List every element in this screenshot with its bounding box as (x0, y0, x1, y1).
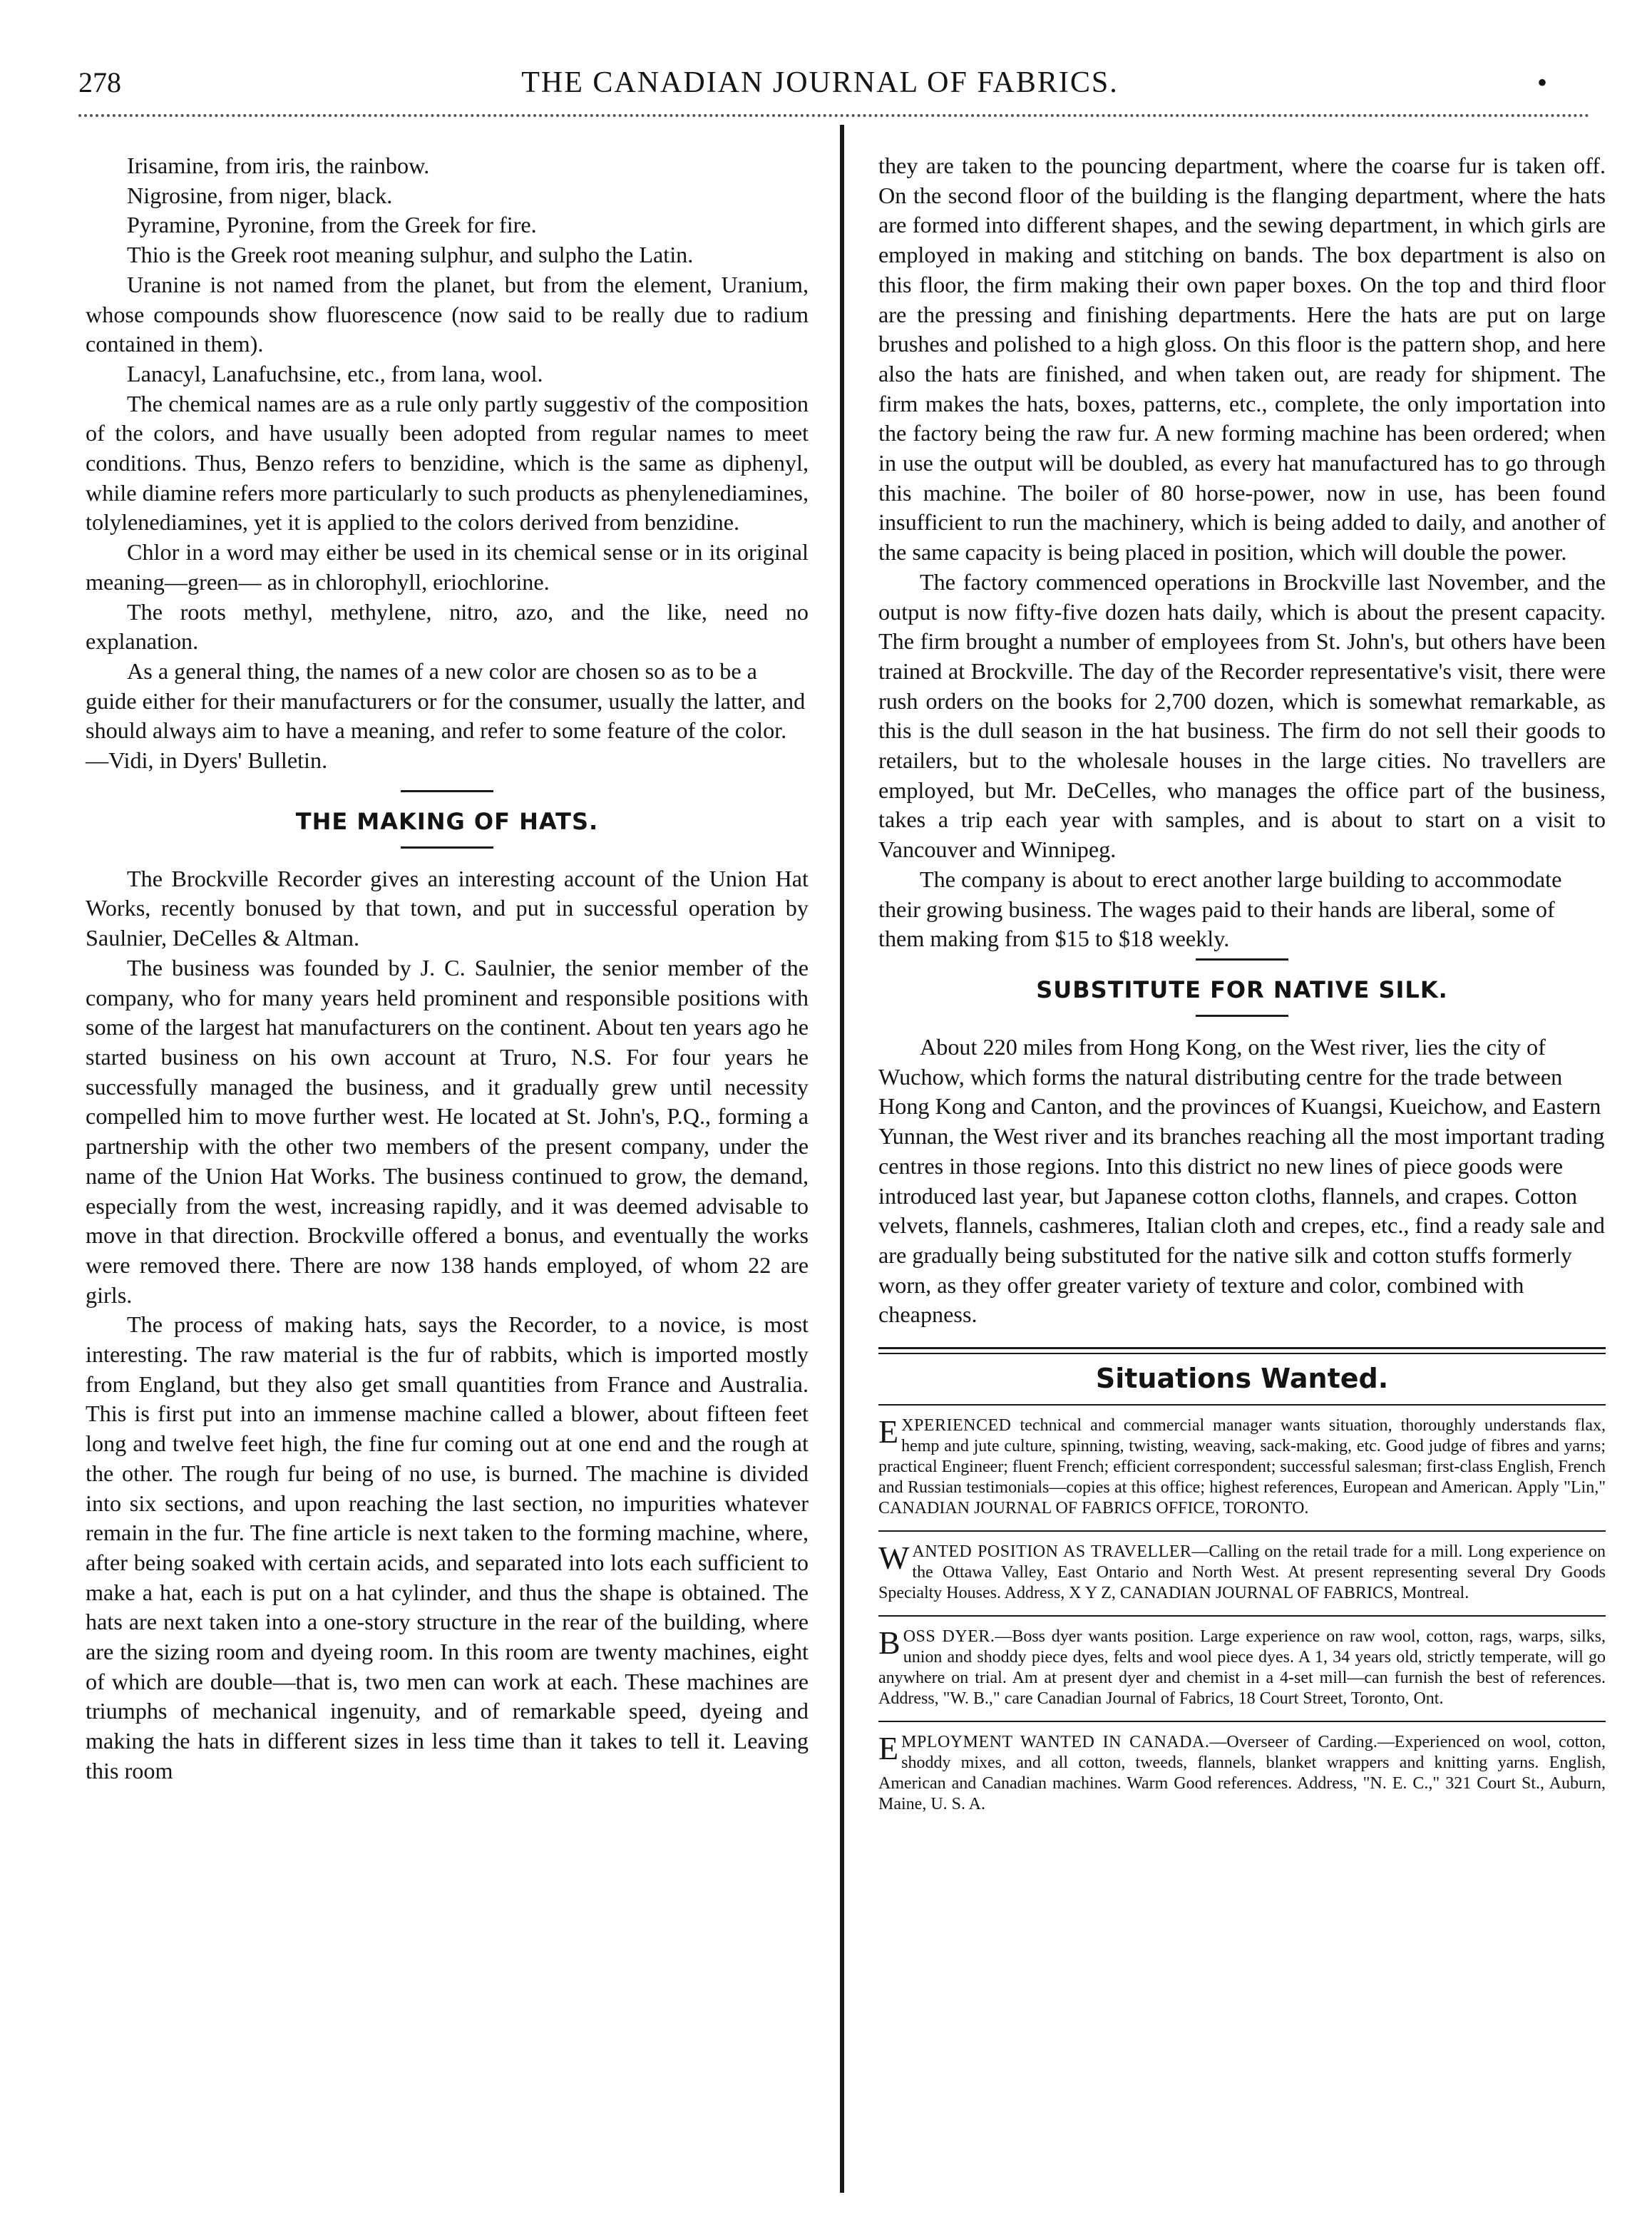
section-rule (401, 790, 493, 792)
page-header (78, 66, 1561, 108)
section-title-native-silk: SUBSTITUTE FOR NATIVE SILK. (1036, 976, 1448, 1003)
paragraph: The roots methyl, methylene, nitro, azo, and the like, need no explanation. (86, 598, 809, 655)
ad-lead: MPLOYMENT WANTED IN CANADA. (901, 1733, 1210, 1752)
header-rule (78, 114, 1590, 117)
paragraph: As a general thing, the names of a new color are chosen so as to be a guide either for their manufacturers or for the consumer, usually the latter, and should always aim to have a meaning, and refer to some feature of the color.—Vidi, in Dyers' Bulletin. (86, 657, 806, 774)
paragraph: About 220 miles from Hong Kong, on the West river, lies the city of Wuchow, which forms the natural distributing centre for the trade between Hong Kong and Canton, and the provinces of Kuangsi, Kueichow, and Eastern Yunnan, the West river and its branches reaching all the most important trading centres in those regions. Into this district no new lines of piece goods were introduced last year, but Japanese cotton cloths, flannels, and crapes. Cotton velvets, flannels, cashmeres, Italian cloth and crepes, etc., find a ready sale and are gradually being substituted for the native silk and cotton stuffs formerly worn, as they offer greater variety of texture and color, combined with cheapness. (878, 1033, 1605, 1328)
section-rule (1196, 958, 1288, 961)
ad-text: —Overseer of Carding.—Experienced on wool, cotton, shoddy mixes, and all cotton, tweeds, flannels, blanket wrappers and knitting yarns. English, American and Canadian machines. Warm Good references. Address, "N. E. C.," 321 Court St., Auburn, Maine, U. S. A. (878, 1733, 1606, 1814)
paragraph: The business was founded by J. C. Saulnier, the senior member of the company, who for many years held prominent and responsible positions with some of the largest hat manufacturers on the continent. About ten years ago he started business on his own account at Truro, N.S. For four years he successfully managed the business, and it gradually grew until necessity compelled him to move further west. He located at St. John's, P.Q., forming a partnership with the other two members of the present company, under the name of the Union Hat Works. The business continued to grow, the demand, especially from the west, increasing rapidly, and it was deemed advisable to move in that direction. Brockville offered a bonus, and eventually the works were removed there. There are now 138 hands employed, of whom 22 are girls. (86, 954, 809, 1308)
ad-dropcap: E (878, 1730, 899, 1767)
ad-boss-dyer (878, 1624, 1606, 1709)
ad-experienced-manager (878, 1413, 1606, 1519)
paragraph: Uranine is not named from the planet, but from the element, Uranium, whose compounds show fluorescence (now said to be really due to radium contained in them). (86, 271, 809, 357)
paragraph: they are taken to the pouncing department, where the coarse fur is taken off. On the second floor of the building is the flanging department, where the hats are formed into different shapes, and the sewing department, in which girls are employed in making and stitching on bands. The box department is also on this floor, the firm making their own paper boxes. On the top and third floor are the pressing and finishing departments. Here the hats are put on large brushes and polished to a high gloss. On this floor is the pattern shop, and here also the hats are finished, and when taken out, are ready for shipment. The firm makes the hats, boxes, patterns, etc., complete, the only importation into the factory being the raw fur. A new forming machine has been ordered; when in use the output will be doubled, as every hat manufactured has to go through this machine. The boiler of 80 horse-power, now in use, has been found insufficient to run the machinery, which is being added to daily, and another of the same capacity is being placed in position, which will double the power. (878, 153, 1606, 565)
paragraph: Irisamine, from iris, the rainbow. (127, 153, 430, 178)
ads-rule (878, 1347, 1606, 1354)
section-rule (401, 846, 493, 849)
ad-text: technical and commercial manager wants situation, thoroughly understands flax, hemp and jute culture, spinning, twisting, weaving, sack-making, etc. Good judge of fibres and yarns; practical Engineer; fluent French; efficient correspondent; successful salesman; first-class English, French and Russian testimonials—copies at this office; highest references, European and American. Apply "Lin," CANADIAN JOURNAL OF FABRICS OFFICE, TORONTO. (878, 1416, 1606, 1518)
ad-lead: XPERIENCED (901, 1416, 1012, 1435)
ad-dropcap: B (878, 1624, 901, 1662)
paragraph: Thio is the Greek root meaning sulphur, and sulpho the Latin. (127, 242, 694, 268)
ad-employment-wanted (878, 1732, 1606, 1815)
journal-title: THE CANADIAN JOURNAL OF FABRICS. (521, 66, 1119, 99)
ad-rule (878, 1530, 1606, 1532)
column-divider (840, 125, 844, 2193)
ad-rule (878, 1404, 1606, 1406)
paragraph: The factory commenced operations in Brockville last November, and the output is now fifty-five dozen hats daily, which is about the present capacity. The firm brought a number of employees from St. John's, but others have been trained at Brockville. The day of the Recorder representative's visit, there were rush orders on the books for 2,700 dozen, which is somewhat remarkable, as this is the dull season in the hat business. The firm do not sell their goods to retailers, but to the wholesale houses in the large cities. No travellers are employed, but Mr. DeCelles, who manages the office part of the business, takes a trip each year with samples, and is about to start on a visit to Vancouver and Winnipeg. (878, 568, 1606, 863)
ad-lead: OSS DYER. (903, 1627, 995, 1647)
right-column (878, 151, 1606, 1826)
section-rule (1196, 1015, 1288, 1017)
situations-wanted-title: Situations Wanted. (1095, 1363, 1389, 1395)
paragraph: The company is about to erect another large building to accommodate their growing business. The wages paid to their hands are liberal, some of them making from $15 to $18 weekly. (878, 866, 1562, 952)
ad-lead: ANTED POSITION AS TRAVELLER (912, 1542, 1192, 1562)
ad-traveller (878, 1542, 1606, 1604)
paragraph: Pyramine, Pyronine, from the Greek for fire. (127, 212, 537, 238)
ad-text: —Boss dyer wants position. Large experience on raw wool, cotton, rags, warps, silks, union and shoddy piece dyes, felts and wool piece dyes. A 1, 34 years old, strictly temperate, will go anywhere on trial. Am at present dyer and chemist in a 4-set mill—can furnish the best of references. Address, "W. B.," care Canadian Journal of Fabrics, 18 Court Street, Toronto, Ont. (878, 1627, 1606, 1709)
ad-dropcap: E (878, 1413, 899, 1450)
page-number: 278 (78, 66, 121, 98)
ad-rule (878, 1615, 1606, 1617)
ad-text: —Calling on the retail trade for a mill. Long experience on the Ottawa Valley, East Ontario and North West. At present representing several Dry Goods Specialty Houses. Address, X Y Z, CANADIAN JOURNAL OF FABRICS, Montreal. (878, 1542, 1606, 1603)
paragraph: Nigrosine, from niger, black. (127, 182, 393, 208)
paragraph: The process of making hats, says the Recorder, to a novice, is most interesting. The raw material is the fur of rabbits, which is imported mostly from England, but they also get small quantities from France and Australia. This is first put into an immense machine called a blower, about fifteen feet long and twelve feet high, the fine fur coming out at one end and the rough at the other. The rough fur being of no use, is burned. The machine is divided into six sections, and upon reaching the last section, no impurities whatever remain in the fur. The fine article is next taken to the forming machine, where, after being soaked with certain acids, and separated into lots each sufficient to make a hat, each is put on a hat cylinder, and thus the shape is obtained. The hats are next taken into a one-story structure in the rear of the building, where are the sizing room and dyeing room. In this room are twenty machines, eight of which are double—that is, two men can work at each. These machines are triumphs of mechanical ingenuity, and of remarkable speed, dyeing and making the hats in different sizes in less time than it takes to tell it. Leaving this room (86, 1311, 809, 1783)
ad-dropcap: W (878, 1540, 910, 1577)
paragraph: Lanacyl, Lanafuchsine, etc., from lana, wool. (127, 360, 543, 387)
ad-rule (878, 1721, 1606, 1722)
paragraph: Chlor in a word may either be used in its chemical sense or in its original meaning—green— as in chlorophyll, eriochlorine. (86, 539, 809, 595)
left-column (86, 151, 809, 1786)
header-dot: • (1536, 66, 1547, 98)
paragraph: The chemical names are as a rule only partly suggestiv of the composition of the colors, and have usually been adopted from regular names to meet conditions. Thus, Benzo refers to benzidine, which is the same as diphenyl, while diamine refers more particularly to such products as phenylenediamines, tolylenediamines, yet it is applied to the colors derived from benzidine. (86, 390, 809, 536)
paragraph: The Brockville Recorder gives an interesting account of the Union Hat Works, recently bonused by that town, and put in successful operation by Saulnier, DeCelles & Altman. (86, 865, 809, 951)
section-title-making-of-hats: THE MAKING OF HATS. (295, 807, 599, 835)
